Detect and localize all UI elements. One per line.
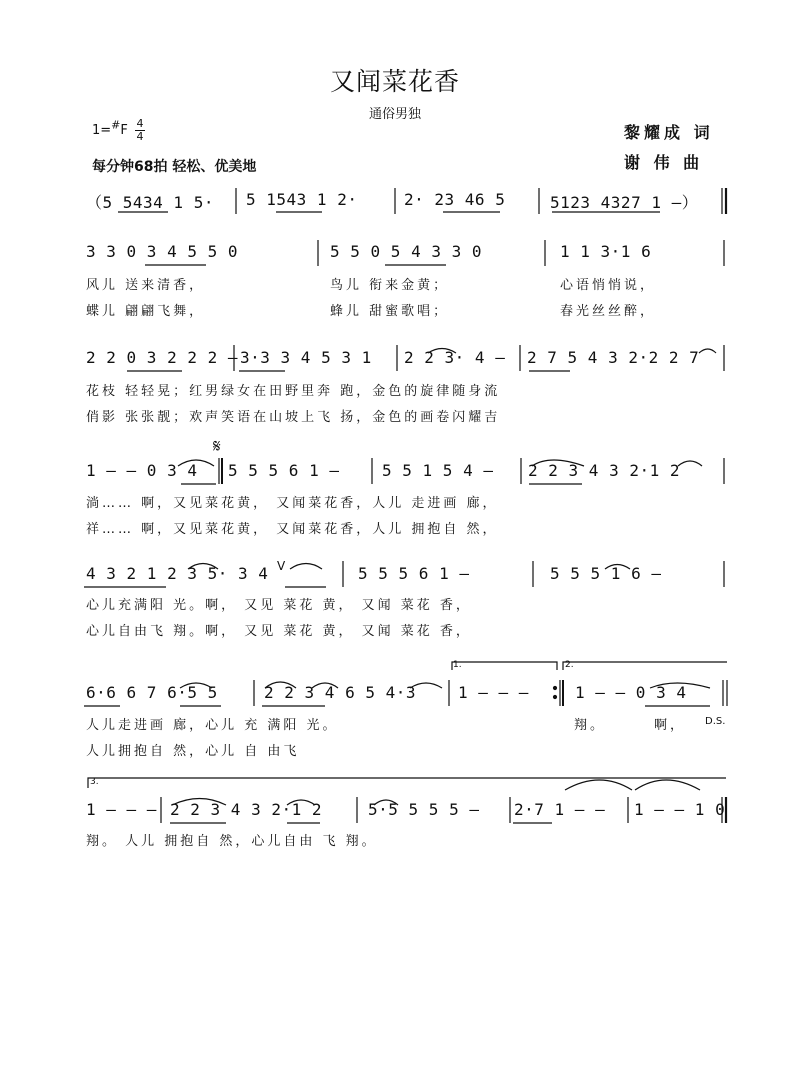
measure: 1 – – – xyxy=(458,683,529,702)
lyric-line: 翔。 人儿 拥抱自 然，心儿自由 飞 翔。 xyxy=(86,834,378,849)
volta-ending-3: 3. xyxy=(90,777,99,787)
song-subtitle: 通俗男独 xyxy=(368,107,421,122)
measure: 1 1 3·1 6 xyxy=(560,242,652,261)
lyric-line: 俏影 张张靓；欢声笑语在山坡上飞 扬，金色的画卷闪耀吉 xyxy=(86,410,501,425)
measure: 5 5 5 6 1 – xyxy=(228,461,340,480)
measure: 2 7 5 4 3 2·2 2 7 xyxy=(527,348,700,367)
lyric-line: 人儿走进画 廊，心儿 充 满阳 光。 xyxy=(86,718,339,733)
segno-sign: 𝄋 xyxy=(213,436,221,457)
volta-ending-2: 2. xyxy=(565,660,574,670)
svg-text:V: V xyxy=(277,559,286,573)
lyric-line: 风儿 送来清香， xyxy=(86,278,206,293)
lyric-line: 鸟儿 衔来金黄； xyxy=(330,278,450,293)
measure: 2 2 3 4 3 2·1 2 xyxy=(528,461,680,480)
measure: 3·3 3 4 5 3 1 xyxy=(240,348,372,367)
measure: 5 5 0 5 4 3 3 0 xyxy=(330,242,482,261)
lyric-line: 祥…… 啊，又见菜花黄， 又闻菜花香，人儿 拥抱自 然， xyxy=(86,522,499,537)
lyric-line: 淌…… 啊，又见菜花黄， 又闻菜花香，人儿 走进画 廊， xyxy=(86,496,499,511)
measure: 5 1543 1 2· xyxy=(246,190,358,209)
measure: 2 2 3 4 3 2·1 2 xyxy=(170,800,322,819)
measure: 2 2 0 3 2 2 2 – xyxy=(86,348,238,367)
measure: 5123 4327 1 –） xyxy=(550,193,699,212)
measure: 5 5 5 6 1 – xyxy=(358,564,470,583)
lyric-line: 花枝 轻轻晃；红男绿女在田野里奔 跑，金色的旋律随身流 xyxy=(86,384,501,399)
time-top: 4 xyxy=(136,117,144,130)
measure: 5·5 5 5 5 – xyxy=(368,800,480,819)
key-prefix: 1= xyxy=(92,123,112,138)
lyric-line: 心儿自由飞 翔。啊， 又见 菜花 黄， 又闻 菜花 香， xyxy=(86,624,472,639)
lyric-line: 蜂儿 甜蜜歌唱； xyxy=(330,304,450,319)
measure: 4 3 2 1 2 3 5· 3 4 xyxy=(86,564,269,583)
measure: 2·7 1 – – xyxy=(514,800,606,819)
tempo-marking: 每分钟68拍 轻松、优美地 xyxy=(92,159,257,175)
lyric-line: 翔。 xyxy=(574,718,607,733)
measure: 1 – – 1 0 xyxy=(634,800,726,819)
lyric-line: 啊， xyxy=(654,718,687,733)
lyric-line: 心儿充满阳 光。啊， 又见 菜花 黄， 又闻 菜花 香， xyxy=(86,598,472,613)
measure: 2 2 3· 4 – xyxy=(404,348,506,367)
lyric-line: 人儿拥抱自 然，心儿 自 由飞 xyxy=(86,744,300,759)
key-note: F xyxy=(120,123,128,138)
lyric-line: 心语悄悄说， xyxy=(560,278,657,293)
measure: 3 3 0 3 4 5 5 0 xyxy=(86,242,238,261)
measure: 1 – – 0 3 4 xyxy=(86,461,198,480)
measure: 5 5 5 1 6 – xyxy=(550,564,662,583)
measure: 2· 23 46 5 xyxy=(404,190,506,209)
measure: 5 5 1 5 4 – xyxy=(382,461,494,480)
key-accidental: # xyxy=(111,118,121,132)
time-bottom: 4 xyxy=(136,130,144,143)
measure: （5 5434 1 5· xyxy=(86,193,214,212)
lyric-line: 蝶儿 翩翩飞舞， xyxy=(86,304,206,319)
measure: 1 – – 0 3 4 xyxy=(575,683,687,702)
lyricist-credit: 黎耀成 词 xyxy=(624,123,714,142)
measure: 2 2 3 4 6 5 4·3 xyxy=(264,683,416,702)
ds-marking: D.S. xyxy=(705,716,726,727)
composer-credit: 谢 伟 曲 xyxy=(624,153,704,172)
measure: 1 – – – xyxy=(86,800,157,819)
song-title: 又闻菜花香 xyxy=(329,67,460,96)
lyric-line: 春光丝丝醉， xyxy=(560,304,657,319)
measure: 6·6 6 7 6·5 5 xyxy=(86,683,218,702)
volta-ending-1: 1. xyxy=(453,660,462,670)
